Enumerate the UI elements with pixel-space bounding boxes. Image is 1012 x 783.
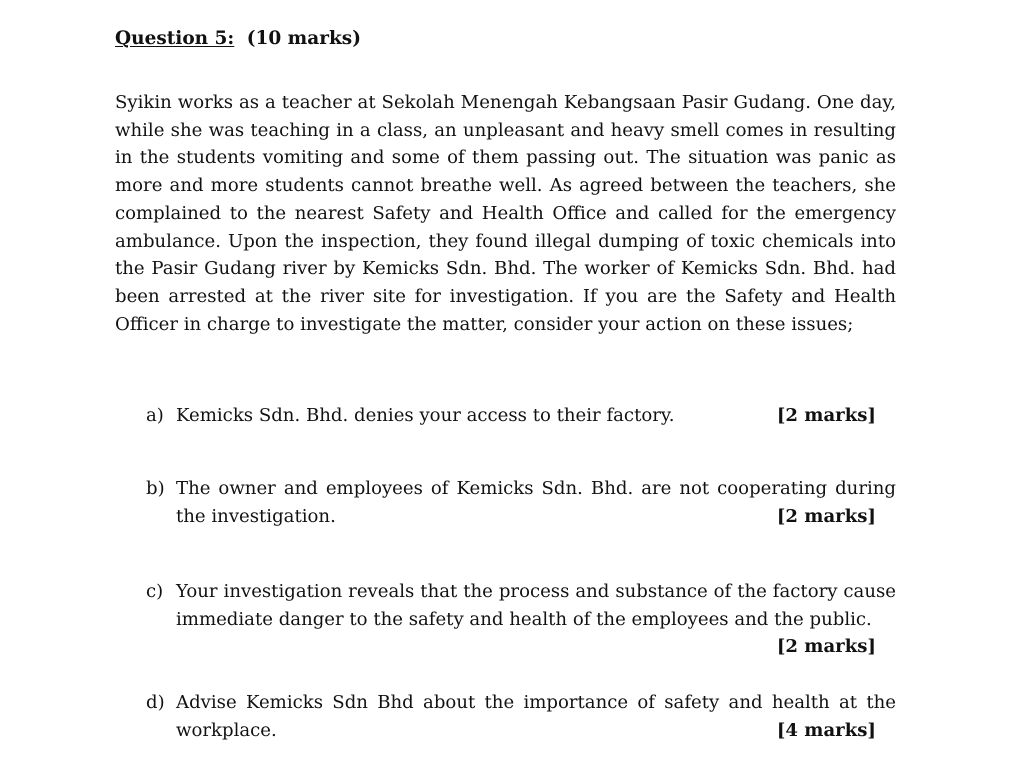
sub-question-marks: [2 marks] bbox=[776, 505, 876, 527]
question-scenario-paragraph: Syikin works as a teacher at Sekolah Menengah Kebangsaan Pasir Gudang. One day, while she was teaching in a class, an unpleasant and heavy smell comes in resulting in the students vomiting and some of them passing out. The situation was panic as more and more students cannot breathe well. As agreed between the teachers, she complained to the nearest Safety and Health Office and called for the emergency ambulance. Upon the inspection, they found illegal dumping of toxic chemicals into the Pasir Gudang river by Kemicks Sdn. Bhd. The worker of Kemicks Sdn. Bhd. had been arrested at the river site for investigation. If you are the Safety and Health Officer in charge to investigate the matter, consider your action on these issues; bbox=[115, 92, 896, 335]
question-label: Question 5: bbox=[115, 28, 235, 49]
sub-question-letter: a) bbox=[146, 405, 164, 426]
sub-question-d bbox=[146, 689, 896, 744]
sub-question-marks: [2 marks] bbox=[776, 405, 876, 426]
sub-question-letter: d) bbox=[146, 692, 165, 713]
sub-question-b bbox=[146, 475, 896, 530]
sub-question-text: The owner and employees of Kemicks Sdn. Bhd. are not cooperating during bbox=[176, 478, 896, 499]
sub-question-text-continued: workplace. bbox=[176, 719, 277, 741]
question-heading bbox=[115, 28, 361, 49]
sub-question-text-continued: the investigation. bbox=[176, 505, 336, 527]
sub-question-letter: c) bbox=[146, 581, 164, 602]
sub-question-a bbox=[146, 402, 896, 430]
sub-question-c bbox=[146, 578, 896, 661]
question-total-marks: (10 marks) bbox=[246, 28, 361, 49]
sub-question-marks: [2 marks] bbox=[776, 636, 876, 657]
sub-question-text: Your investigation reveals that the process and substance of the factory cause immediate danger to the safety and health of the employees and the public. bbox=[176, 581, 896, 630]
sub-question-text: Kemicks Sdn. Bhd. denies your access to their factory. bbox=[176, 405, 675, 426]
sub-question-text: Advise Kemicks Sdn Bhd about the importance of safety and health at the bbox=[176, 692, 896, 713]
sub-question-letter: b) bbox=[146, 478, 165, 499]
sub-question-marks: [4 marks] bbox=[776, 719, 876, 741]
